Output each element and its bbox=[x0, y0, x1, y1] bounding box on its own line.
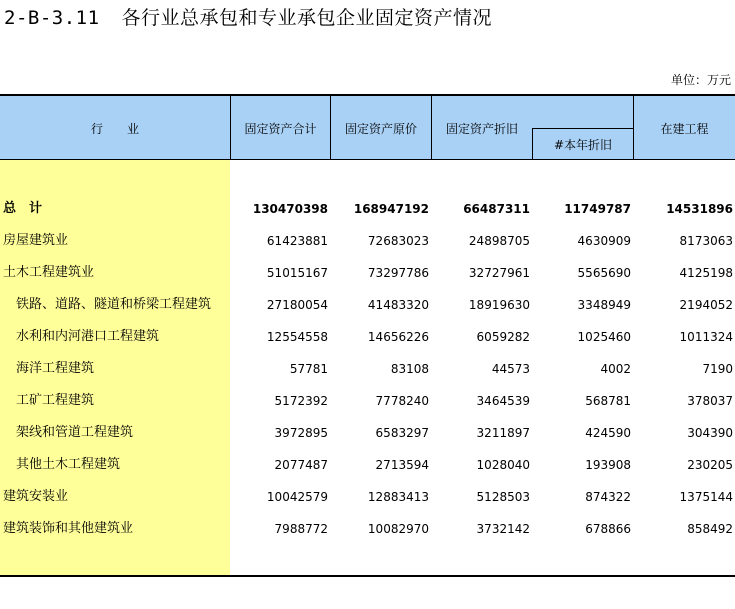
page-title bbox=[4, 6, 492, 30]
cell-total: 3972895 bbox=[274, 426, 328, 440]
cell-total: 61423881 bbox=[266, 234, 328, 248]
cell-total: 130470398 bbox=[252, 202, 328, 216]
cell-original: 83108 bbox=[390, 362, 429, 376]
cell-year-depreciation: 1025460 bbox=[577, 330, 631, 344]
cell-original: 168947192 bbox=[353, 202, 429, 216]
cell-year-depreciation: 874322 bbox=[585, 490, 631, 504]
cell-construction: 230205 bbox=[687, 458, 733, 472]
row-label: 建筑装饰和其他建筑业 bbox=[3, 521, 134, 536]
cell-construction: 4125198 bbox=[679, 266, 733, 280]
row-label: 工矿工程建筑 bbox=[16, 393, 95, 408]
header-original: 固定资产原价 bbox=[344, 121, 417, 136]
cell-original: 73297786 bbox=[367, 266, 429, 280]
cell-original: 6583297 bbox=[375, 426, 429, 440]
cell-depreciation: 32727961 bbox=[468, 266, 530, 280]
header-depreciation: 固定资产折旧 bbox=[445, 121, 518, 136]
cell-year-depreciation: 424590 bbox=[585, 426, 631, 440]
cell-year-depreciation: 568781 bbox=[585, 394, 631, 408]
cell-original: 72683023 bbox=[367, 234, 429, 248]
cell-year-depreciation: 678866 bbox=[585, 522, 631, 536]
cell-original: 7778240 bbox=[375, 394, 429, 408]
cell-total: 12554558 bbox=[266, 330, 328, 344]
cell-depreciation: 44573 bbox=[491, 362, 530, 376]
header-construction: 在建工程 bbox=[660, 121, 709, 136]
cell-construction: 304390 bbox=[687, 426, 733, 440]
row-label: 其他土木工程建筑 bbox=[16, 457, 121, 472]
row-label-total: 总 计 bbox=[3, 201, 43, 216]
cell-depreciation: 3732142 bbox=[476, 522, 530, 536]
cell-original: 12883413 bbox=[367, 490, 429, 504]
cell-depreciation: 24898705 bbox=[468, 234, 530, 248]
cell-year-depreciation: 4002 bbox=[600, 362, 631, 376]
table-bottom-rule bbox=[0, 575, 735, 577]
cell-depreciation: 5128503 bbox=[476, 490, 530, 504]
header-year-depreciation: #本年折旧 bbox=[553, 138, 613, 152]
row-label: 水利和内河港口工程建筑 bbox=[16, 329, 160, 344]
row-label: 建筑安装业 bbox=[3, 489, 69, 504]
cell-construction: 1375144 bbox=[679, 490, 733, 504]
row-label: 海洋工程建筑 bbox=[16, 361, 95, 376]
unit-label: 单位：万元 bbox=[670, 73, 731, 87]
cell-construction: 8173063 bbox=[679, 234, 733, 248]
table-title: 各行业总承包和专业承包企业固定资产情况 bbox=[121, 7, 493, 29]
cell-original: 2713594 bbox=[375, 458, 429, 472]
row-label: 土木工程建筑业 bbox=[3, 265, 95, 280]
cell-year-depreciation: 11749787 bbox=[564, 202, 631, 216]
cell-depreciation: 6059282 bbox=[476, 330, 530, 344]
cell-year-depreciation: 5565690 bbox=[577, 266, 631, 280]
row-label: 铁路、道路、隧道和桥梁工程建筑 bbox=[16, 297, 212, 312]
cell-construction: 1011324 bbox=[679, 330, 733, 344]
cell-construction: 14531896 bbox=[666, 202, 733, 216]
table-code: 2-B-3.11 bbox=[4, 7, 100, 29]
cell-total: 2077487 bbox=[274, 458, 328, 472]
row-label: 架线和管道工程建筑 bbox=[16, 425, 134, 440]
cell-original: 14656226 bbox=[367, 330, 429, 344]
cell-depreciation: 1028040 bbox=[476, 458, 530, 472]
cell-original: 41483320 bbox=[367, 298, 429, 312]
cell-construction: 7190 bbox=[702, 362, 733, 376]
cell-total: 51015167 bbox=[266, 266, 328, 280]
cell-depreciation: 66487311 bbox=[463, 202, 530, 216]
cell-total: 5172392 bbox=[274, 394, 328, 408]
header-industry: 行 业 bbox=[90, 121, 139, 136]
cell-year-depreciation: 4630909 bbox=[577, 234, 631, 248]
cell-year-depreciation: 193908 bbox=[585, 458, 631, 472]
cell-depreciation: 18919630 bbox=[468, 298, 530, 312]
cell-total: 7988772 bbox=[274, 522, 328, 536]
cell-total: 10042579 bbox=[266, 490, 328, 504]
cell-construction: 378037 bbox=[687, 394, 733, 408]
cell-total: 57781 bbox=[289, 362, 328, 376]
cell-construction: 858492 bbox=[687, 522, 733, 536]
cell-depreciation: 3211897 bbox=[476, 426, 530, 440]
cell-construction: 2194052 bbox=[679, 298, 733, 312]
cell-original: 10082970 bbox=[367, 522, 429, 536]
header-total: 固定资产合计 bbox=[244, 121, 317, 136]
cell-year-depreciation: 3348949 bbox=[577, 298, 631, 312]
row-label: 房屋建筑业 bbox=[3, 233, 69, 248]
cell-depreciation: 3464539 bbox=[476, 394, 530, 408]
cell-total: 27180054 bbox=[266, 298, 328, 312]
